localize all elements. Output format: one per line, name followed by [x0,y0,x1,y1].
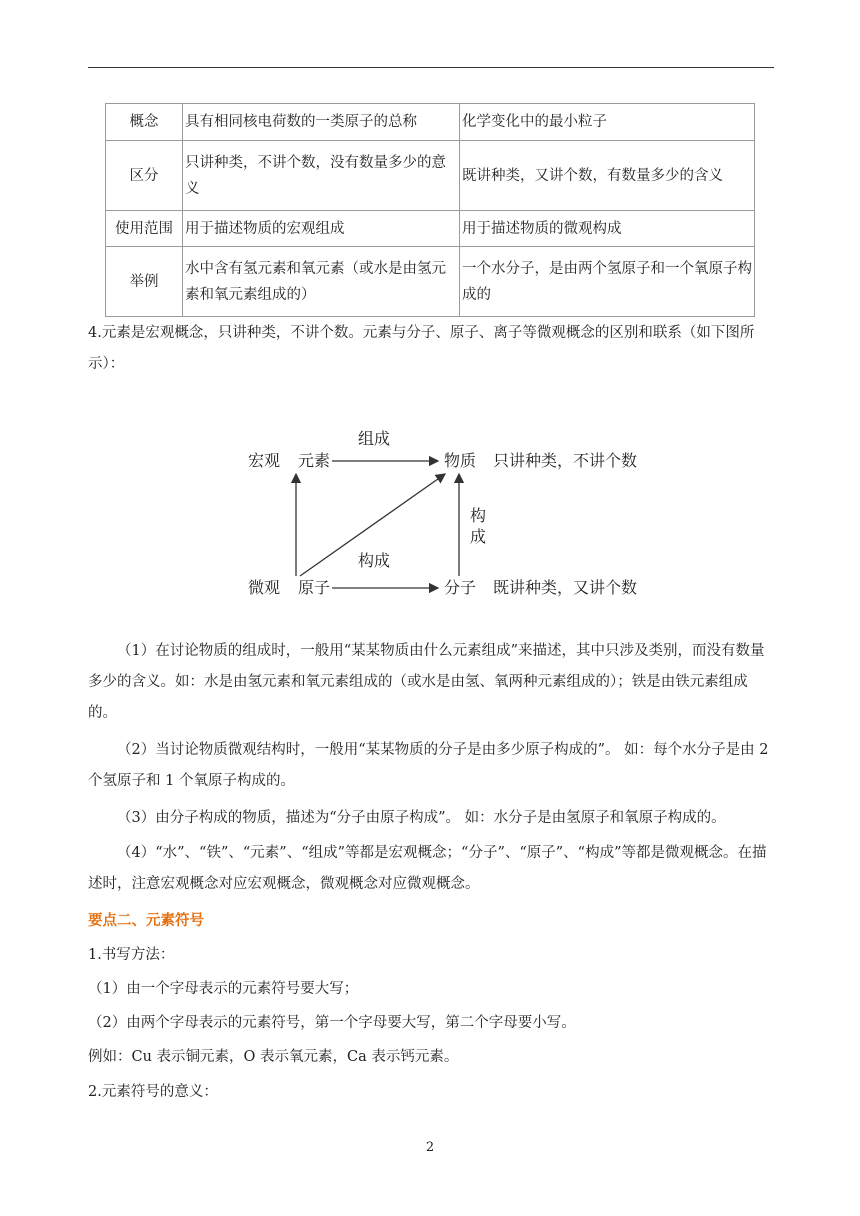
rule-1: （1）由一个字母表示的元素符号要大写； [88,981,359,997]
compose-label: 组成 [358,429,391,448]
note-3: （3）由分子构成的物质，描述为“分子由原子构成”。 如：水分子是由氢原子和氧原子构成的。 [117,810,726,826]
note-top: 只讲种类，不讲个数 [493,451,638,470]
construct-right-1: 构 [470,506,487,525]
construct-right-2: 成 [470,527,487,546]
construct-label: 构成 [358,551,391,570]
row-header: 举例 [106,247,183,317]
element-node: 元素 [298,451,331,470]
table-row [106,141,755,211]
comparison-table [105,103,755,317]
macro-label: 宏观 [248,451,281,470]
row-header: 区分 [106,141,183,211]
macro-micro-diagram [240,418,660,618]
micro-label: 微观 [248,578,281,597]
example-line: 例如：Cu 表示铜元素，O 表示氧元素，Ca 表示钙元素。 [88,1049,459,1065]
row-header: 使用范围 [106,211,183,247]
table-row [106,104,755,141]
note-2: （2）当讨论物质微观结构时，一般用“某某物质的分子是由多少原子构成的”。 如：每个水分子是由 2 个氢原子和 1 个氧原子构成的。 [88,742,769,789]
substance-node: 物质 [444,451,477,470]
paragraph-4: 4.元素是宏观概念，只讲种类，不讲个数。元素与分子、原子、离子等微观概念的区别和联系（如下图所示）： [88,325,755,372]
atom-cell: 用于描述物质的微观构成 [460,211,755,247]
header-rule [88,67,774,68]
atom-cell: 既讲种类，又讲个数，有数量多少的含义 [460,141,755,211]
section-heading: 要点二、元素符号 [88,912,204,929]
table-row [106,211,755,247]
page-number: 2 [425,1140,435,1155]
element-cell: 具有相同核电荷数的一类原子的总称 [183,104,460,141]
note-bottom: 既讲种类，又讲个数 [493,578,638,597]
writing-method-title: 1.书写方法： [88,947,175,963]
atom-cell: 一个水分子，是由两个氢原子和一个氧原子构成的 [460,247,755,317]
table-row [106,247,755,317]
rule-2: （2）由两个字母表示的元素符号，第一个字母要大写，第二个字母要小写。 [88,1015,576,1031]
element-cell: 只讲种类，不讲个数，没有数量多少的意义 [183,141,460,211]
atom-node: 原子 [298,578,331,597]
molecule-node: 分子 [444,578,477,597]
row-header: 概念 [106,104,183,141]
note-1: （1）在讨论物质的组成时，一般用“某某物质由什么元素组成”来描述，其中只涉及类别，而没有数量多少的含义。如：水是由氢元素和氧元素组成的（或水是由氢、氧两种元素组成的）；铁是由铁元素组成的。 [88,643,765,721]
atom-cell: 化学变化中的最小粒子 [460,104,755,141]
note-4: （4）“水”、“铁”、“元素”、“组成”等都是宏观概念；“分子”、“原子”、“构成”等都是微观概念。在描述时，注意宏观概念对应宏观概念，微观概念对应微观概念。 [88,845,767,892]
meaning-title: 2.元素符号的意义： [88,1084,218,1100]
element-cell: 用于描述物质的宏观组成 [183,211,460,247]
element-cell: 水中含有氢元素和氧元素（或水是由氢元素和氧元素组成的） [183,247,460,317]
